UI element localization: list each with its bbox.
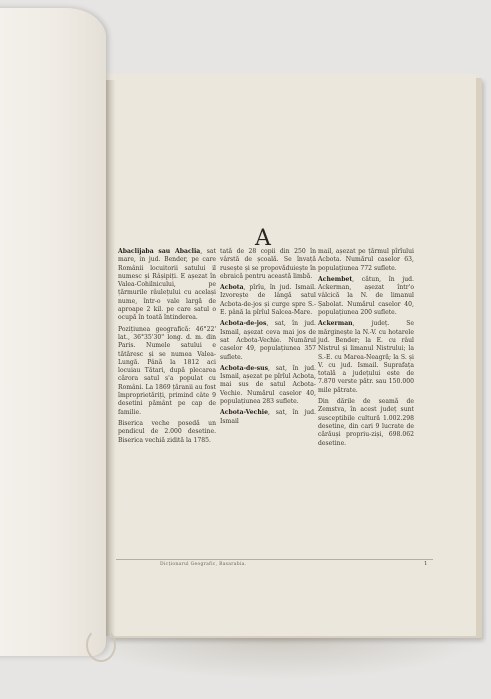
left-page [0,8,106,656]
footer-rule [116,559,433,560]
page-number: 1 [424,561,428,567]
entry: Abaclijaba sau Abaclia, sat mare, in jud. Bender, pe care Românii locuitorii satului il numesc și Râșipiți. E așezat în Valea-Cohilnicului, pe țărmurile râulețului cu același nume, într-o vale largă de aproape 2 kil. pe care satul o ocupă în toată întinderea. [118,248,216,322]
headword: Acbota [220,284,244,292]
entry: Din dările de seamă de Zemstva, în acest județ sunt susceptibile cultură 1.002.298 desetine, din cari 9 lucrate de cărăuși propriu-ziși, 698.062 desetine. [318,398,414,447]
headword: Acbota-de-sus [220,364,269,372]
entry: Acbota-de-sus, sat, în jud. Ismail, așezat pe pîrîul Acbota, mai sus de satul Acbota-Vechie. Numărul caselor 40, populațiunea 283 suflete. [220,364,316,406]
entry: Acbota, pîrîu, în jud. Ismail. Izvorește de lângă satul Acbota-de-jos și curge spre S.-E. până la pîrîul Salcea-Mare. [220,284,316,317]
headword: Achembet [318,275,353,283]
headword: Acbota-de-jos [220,320,267,328]
page-footer: Dicționarul Geografic, Basarabia. [160,562,247,567]
entry: mail, așezat pe țărmul pîrîului Acbota. Numărul caselor 63, populațiunea 772 suflete. [318,248,414,272]
headword: Acbota-Vechie [220,409,268,417]
binding-string [86,628,116,662]
column-3 [318,248,414,451]
column-2 [220,248,316,429]
entry: Acbota-de-jos, sat, în jud. Ismail, așezat ceva mai jos de sat Acbota-Vechie. Numărul caselor 49, populațiunea 357 suflete. [220,320,316,361]
column-1 [118,248,216,448]
entry: Pozițiunea geografică: 46°22' lat., 36°35'30" long. d. m. din Paris. Numele satului e tătăresc și se numea Valea-Lungă. Până la 1812 aci locuiau Tătari, după plecarea cărora satul s'a populat cu Români. La 1869 țăranii au fost împroprietăriți, primind câte 9 desetini pământ pe cap de familie. [118,325,216,416]
entry: Achembet, cătun, în jud. Ackerman, așezat într'o vâlcică la N. de limanul Șabolat. Numărul caselor 40, populațiunea 200 suflete. [318,275,414,317]
entry: Acbota-Vechie, sat, în jud. Ismail [220,409,316,425]
headword: Abaclijaba sau Abaclia [118,248,201,255]
headword: Ackerman [318,320,353,328]
entry: Biserica veche posedă un pendicul de 2.000 desetine. Biserica vechiă zidită la 1785. [118,419,216,444]
section-letter: A [255,226,271,251]
entry: Ackerman, județ. Se mărginește la N.-V. cu hotarele jud. Bender; la E. cu râul Nistrul și limanul Nistrului; la S.-E. cu Marea-Neagră; la S. și V. cu jud. Ismail. Suprafața totală a județului este de 7.870 verste pătr. sau 150.000 mile pătrate. [318,320,414,394]
entry: tată de 28 copii din 250 în vârstă de școală. Se învață rusește și se propovăduiește în ebraică pentru această limbă. [220,248,316,280]
